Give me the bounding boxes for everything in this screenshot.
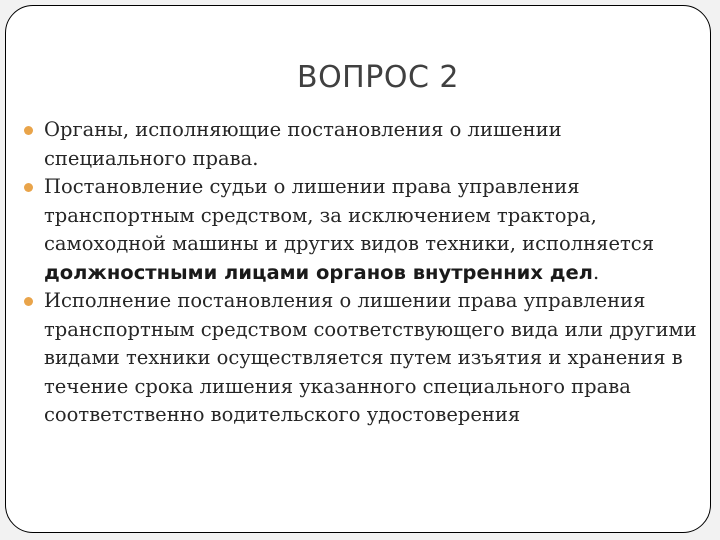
bullet-text-1: Органы, исполняющие постановления о лишении специального права.	[44, 118, 562, 170]
bullet-text-2-after: .	[592, 260, 600, 284]
bullet-dot-icon	[24, 297, 33, 306]
bullet-item-3	[24, 287, 704, 430]
bullet-text-2-before: Постановление судьи о лишении права управления транспортным средством, за исключением трактора, самоходной машины и других видов техники, исполняется	[44, 175, 655, 255]
bullet-dot-icon	[24, 183, 33, 192]
bullet-list	[24, 116, 704, 430]
bullet-dot-icon	[24, 126, 33, 135]
bullet-text-2-bold: должностными лицами органов внутренних дел	[44, 260, 593, 284]
bullet-item-2	[24, 173, 704, 287]
slide-title: ВОПРОС 2	[296, 60, 460, 95]
bullet-text-3: Исполнение постановления о лишении права управления транспортным средством соответствующего вида или другими видами техники осуществляется путем изъятия и хранения в течение срока лишения указанного специального права соответственно водительского удостоверения	[44, 289, 697, 426]
bullet-item-1	[24, 116, 704, 173]
